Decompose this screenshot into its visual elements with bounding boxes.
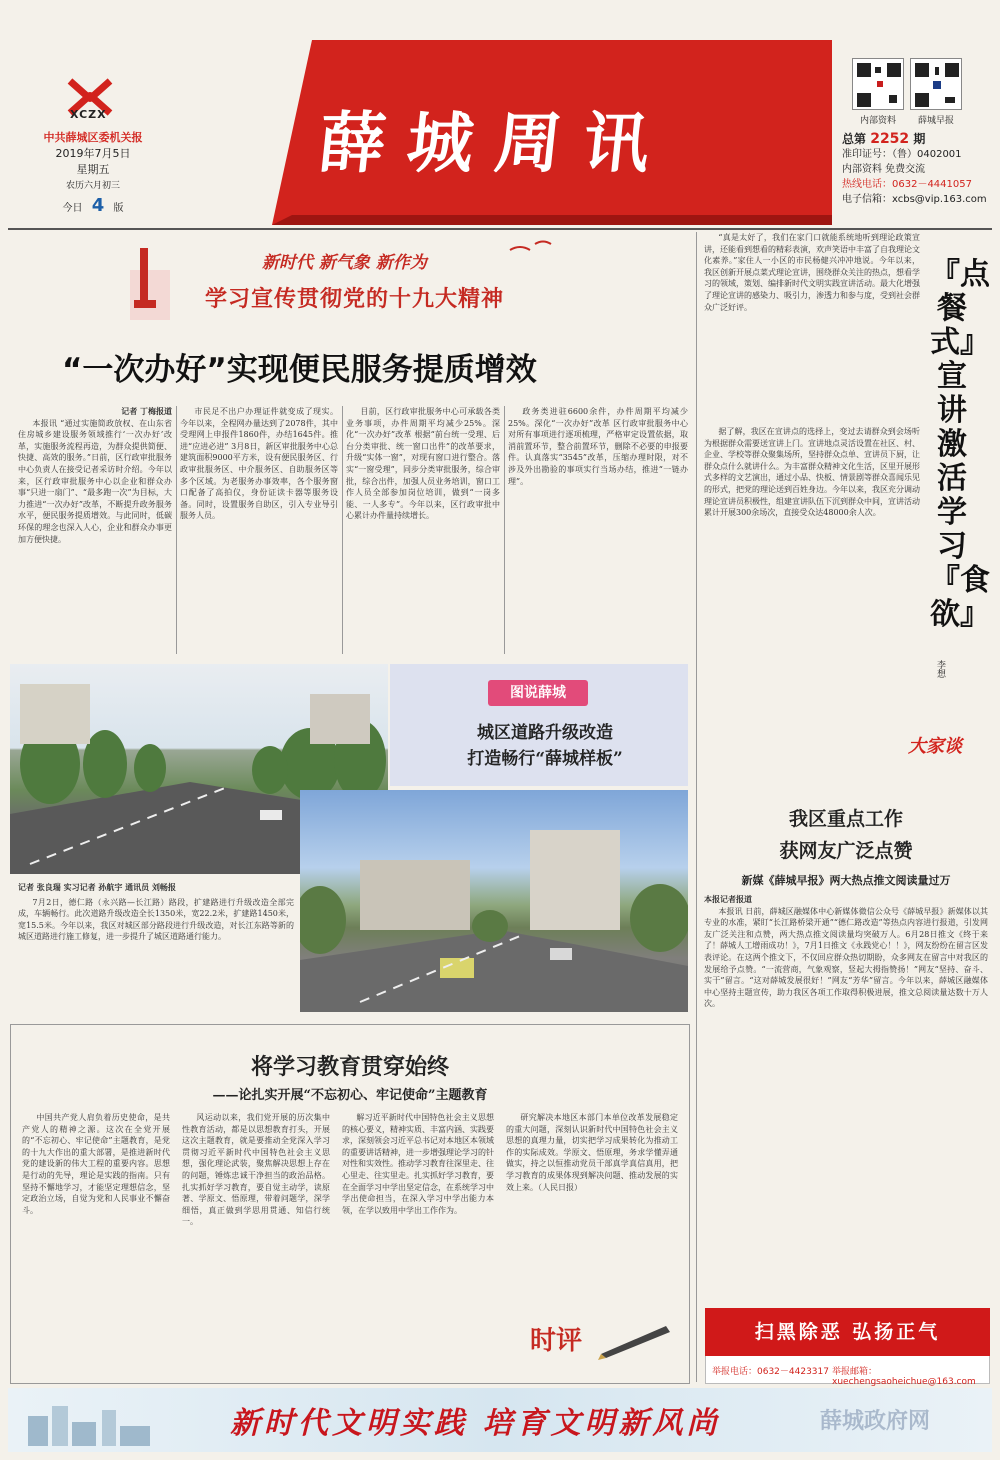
anti-crime-email: 举报邮箱：xuechengsaoheichue@163.com bbox=[832, 1367, 976, 1387]
opinion-title: 将学习教育贯穿始终 bbox=[250, 1054, 449, 1080]
opinion-subtitle: ——论扎实开展“不忘初心、牢记使命”主题教育 bbox=[212, 1088, 488, 1103]
photo-section-badge: 图说薛城 bbox=[488, 680, 588, 706]
issue-block bbox=[842, 132, 992, 207]
publisher: 中共薛城区委机关报 bbox=[43, 131, 143, 144]
bottom-slogan: 新时代文明实践 培育文明新风尚 bbox=[230, 1406, 721, 1441]
opinion-col-2 bbox=[182, 1112, 330, 1376]
logo-code: XCZX bbox=[70, 108, 107, 121]
feature-intro bbox=[704, 232, 920, 422]
right-column-rule bbox=[696, 232, 697, 1382]
permit-number: 准印证号：（鲁）0402001 bbox=[842, 149, 962, 160]
qr-code-app bbox=[910, 58, 962, 110]
news-headline-2: 获网友广泛点赞 bbox=[779, 840, 913, 862]
opinion-text-4: 研究解决本地区本部门本单位改革发展稳定的重大问题，深刻认识新时代中国特色社会主义思想的真理力量，切实把学习成果转化为推动工作的实际成效。学原文、悟原理，务求学懂弄通做实，持之以恒推动党员干部真学真信真用，把学习教育的成果体现到解决问题、推动发展的实效上来。（人民日报） bbox=[506, 1113, 678, 1192]
email: 电子信箱：xcbs@vip.163.com bbox=[842, 194, 987, 205]
issue-date: 2019年7月5日 bbox=[55, 147, 131, 160]
photo-headline-2: 打造畅行“薛城样板” bbox=[467, 749, 623, 769]
news-byline: 本报记者报道 bbox=[704, 894, 752, 904]
feature-body bbox=[704, 426, 920, 678]
photo-headline-1: 城区道路升级改造 bbox=[477, 723, 613, 743]
lead-text-3: 目前，区行政审批服务中心可承载各类业务事项，办件周期平均减少25%。深化“一次办好”改革 根据“前台统一受理、后台分类审批、统一窗口出件”的改革要求，升级“实体一窗”，对现有窗口进行整合。落实“一窗受理”，同步分类审批服务，综合审批，综合出件，加强人员业务培训，窗口工作人员全部参加岗位培训，做到“一岗多能、一人多专”。今年以来，区行政审批中心累计办件量持续增长。 bbox=[346, 407, 500, 521]
opinion-col-1 bbox=[22, 1112, 170, 1376]
today-prefix: 今日 bbox=[62, 203, 83, 214]
today-pages bbox=[18, 195, 168, 217]
photo-credits: 记者 张良瑞 实习记者 孙航宇 通讯员 刘畅报 bbox=[18, 882, 176, 892]
masthead-divider bbox=[8, 228, 992, 230]
feature-author: 李想 bbox=[935, 660, 945, 678]
lead-headline: “一次办好”实现便民服务提质增效 bbox=[62, 352, 537, 388]
weekday: 星期五 bbox=[76, 163, 110, 176]
opinion-col-4 bbox=[506, 1112, 678, 1312]
opinion-label-art: 时评 bbox=[530, 1326, 583, 1356]
issue-suffix: 期 bbox=[913, 132, 926, 146]
feature-label-art: 大家谈 bbox=[908, 736, 962, 757]
lead-col-1 bbox=[18, 406, 172, 654]
theme-slogan: 新时代 新气象 新作为 bbox=[262, 253, 427, 273]
qr-label-inner: 内部资料 bbox=[859, 116, 896, 126]
news-subhead: 新媒《薛城早报》两大热点推文阅读量过万 bbox=[741, 874, 951, 887]
road-photo-2 bbox=[300, 790, 688, 1012]
issue-prefix: 总第 bbox=[842, 132, 867, 146]
today-suffix: 版 bbox=[113, 203, 124, 214]
anti-crime-title: 扫黑除恶 弘扬正气 bbox=[705, 1308, 990, 1356]
feature-continued bbox=[704, 680, 920, 790]
photo-caption bbox=[18, 882, 294, 1010]
lead-text-1: 本报讯 “通过实施简政放权、在山东省住房城乡建设服务领域推行‘一次办好’改革，实施服务流程再造，为群众提供简便、快捷、高效的服务。”日前，区行政审批服务中心负责人在接受记者采访时介绍。今年以来，区行政审批服务中心以企业和群众办事“只进一扇门”、“最多跑一次”为目标，大力推进“一次办好”改革，不断提升政务服务水平，便民服务提质增效。与此同时，低碳环保的理念也深入人心，企业和群众办事更加方便快捷。 bbox=[18, 418, 172, 544]
opinion-text-2: 风运动以来，我们党开展的历次集中性教育活动，都是以思想教育打头，开展这次主题教育，就是要推动全党深入学习贯彻习近平新时代中国特色社会主义思想，强化理论武装，聚焦解决思想上存在的问题，锤炼忠诚干净担当的政治品格。扎实抓好学习教育，要自觉主动学，读原著、学原文、悟原理，带着问题学，深学细悟，真正做到学思用贯通、知信行统一。 bbox=[182, 1113, 330, 1227]
free-note: 内部资料 免费交流 bbox=[842, 164, 926, 175]
feature-body-text: 据了解，我区在宣讲点的选择上，变过去请群众到会场听为根据群众需要送宣讲上门。宣讲地点灵活设置在社区、村、企业、学校等群众聚集场所，坚持群众点单、宣讲员下厨，让群众点什么就讲什么。为丰富群众精神文化生活，区里开展形式多样的文艺演出，通过小品、快板、情景剧等群众喜闻乐见的形式，把党的理论送到百姓身边。今年以来，我区充分调动理论宣讲员积极性，组建宣讲队伍下沉到群众中间，宣讲活动累计开展300余场次，直接受众达48000余人次。 bbox=[704, 427, 920, 518]
photo-caption-text: 7月2日，德仁路（永兴路—长江路）路段，扩建路进行升级改造全部完成，车辆畅行。此次道路升级改造全长1350米，宽22.2米，扩建路1450米，宽15.5米。今年以来，我区对城区部分路段进行升级改造，对长江东路等新的城区道路进行施工修复，进一步提升了城区道路通行能力。 bbox=[18, 897, 294, 942]
cityscape-icon bbox=[18, 1396, 198, 1446]
lunar-date: 农历六月初三 bbox=[65, 181, 120, 191]
hotline: 热线电话：0632－4441057 bbox=[842, 179, 972, 190]
lead-col-3 bbox=[346, 406, 500, 654]
news-body bbox=[704, 894, 988, 1298]
anti-crime-hotline: 举报电话：0632－4423317 bbox=[712, 1367, 829, 1377]
issue-number-line bbox=[842, 132, 992, 147]
issue-number: 2252 bbox=[870, 131, 910, 147]
qr-code-inner bbox=[852, 58, 904, 110]
lead-byline: 记者 丁梅报道 bbox=[121, 406, 172, 416]
feature-vertical-title: 『点餐式』宣讲激活学习『食欲』 bbox=[930, 257, 990, 632]
masthead-title: 薛城周讯 bbox=[315, 104, 676, 182]
qr-label-app: 薛城早报 bbox=[917, 116, 954, 126]
opinion-text-1: 中国共产党人肩负着历史使命，是共产党人的精神之源。这次在全党开展的“不忘初心、牢记使命”主题教育，是党的十九大作出的重大部署，是推进新时代党的建设新的伟大工程的重要内容。思想是行动的先导，理论是实践的指南。只有坚持不懈地学习，才能坚定理想信念，坚定政治立场，自觉为党和人民事业不懈奋斗。 bbox=[22, 1113, 170, 1215]
lead-text-2: 市民足不出户办理证件就变成了现实。今年以来，全程网办量达到了2078件，其中受理网上申报件1860件，办结1645件。推进“应进必进” 3月8日，新区审批服务中心总建筑面积9000平方米，设有便民服务区、行政审批服务区、中介服务区、自助服务区等多个区域。为老服务办事效率，各个服务窗口配备了高拍仪，身份证读卡器等服务设备。同时，设置服务自助区，引入专业导引服务人员。 bbox=[180, 407, 338, 521]
col-rule bbox=[176, 406, 177, 654]
pen-icon bbox=[596, 1320, 676, 1360]
theme-title: 学习宣传贯彻党的十九大精神 bbox=[205, 287, 505, 312]
news-body-text: 本报讯 日前，薛城区融媒体中心新媒体微信公众号《薛城早报》新媒体以其专业的水准，紧盯“长江路桥梁开通”“德仁路改造”等热点内容进行报道，引发网友广泛关注和点赞，两大热点推文阅读量均突破万人。6月28日推文《终于来了！薛城人工增雨成功！》，7月1日推文《永践党心！！》，网友纷纷在留言区发表评论。在这两个推文下，不仅回应群众热切期盼，众多网友在留言中对我区的发展给予点赞。“一流营商，气象观察，竖起大拇指赞扬！”网友“坚持、奋斗、实干”留言。“这对薛城发展很好！”网友“芳华”留言。今年以来，薛城区融媒体中心坚持主题宣传，助力我区各项工作取得积极进展，推文总阅读量达数十万人次。 bbox=[704, 906, 988, 1009]
news-headline-1: 我区重点工作 bbox=[788, 808, 903, 830]
col-rule bbox=[504, 406, 505, 654]
date-block bbox=[18, 130, 168, 217]
lead-col-4 bbox=[508, 406, 688, 654]
lead-text-4: 政务类进驻6600余件，办件周期平均减少25%。深化“一次办好”改革 区行政审批服务中心对所有事项进行逐项梳理，严格审定设置依据，取消前置环节，整合前置环节，删除不必要的申报要件。认真落实“3545”改革，压缩办理时限，对不涉及外出勘验的事项实行当场办结，推进“一链办理”。 bbox=[508, 407, 688, 486]
today-count: 4 bbox=[91, 195, 105, 216]
opinion-col-3 bbox=[342, 1112, 494, 1376]
feature-intro-text: “真是太好了，我们在家门口就能系统地听到理论政策宣讲，还能看到想看的精彩表演，欢声笑语中丰富了自我理论文化素养。”家住人一小区的市民杨健兴冲冲地说。今年以来，我区创新开展点菜式理论宣讲，围绕群众关注的热点，想看学习的领域，策划、编排新时代文明实践宣讲活动。最大化增强了理论宣讲的感染力、吸引力，渗透力和参与度，受到社会群众广泛好评。 bbox=[704, 233, 920, 312]
col-rule bbox=[342, 406, 343, 654]
site-watermark: 薛城政府网 bbox=[820, 1409, 931, 1434]
opinion-text-3: 解习近平新时代中国特色社会主义思想的核心要义，精神实质、丰富内涵、实践要求，深刻领会习近平总书记对本地区本领域的重要讲话精神，进一步增强理论学习的针对性和实效性。推动学习教育往深里走、往心里走、往实里走。扎实抓好学习教育，要在全面学习中学出坚定信念，在系统学习中学出使命担当，在深入学习中学出能力本领，在学以致用中学出工作作为。 bbox=[342, 1113, 494, 1215]
lead-col-2 bbox=[180, 406, 338, 654]
